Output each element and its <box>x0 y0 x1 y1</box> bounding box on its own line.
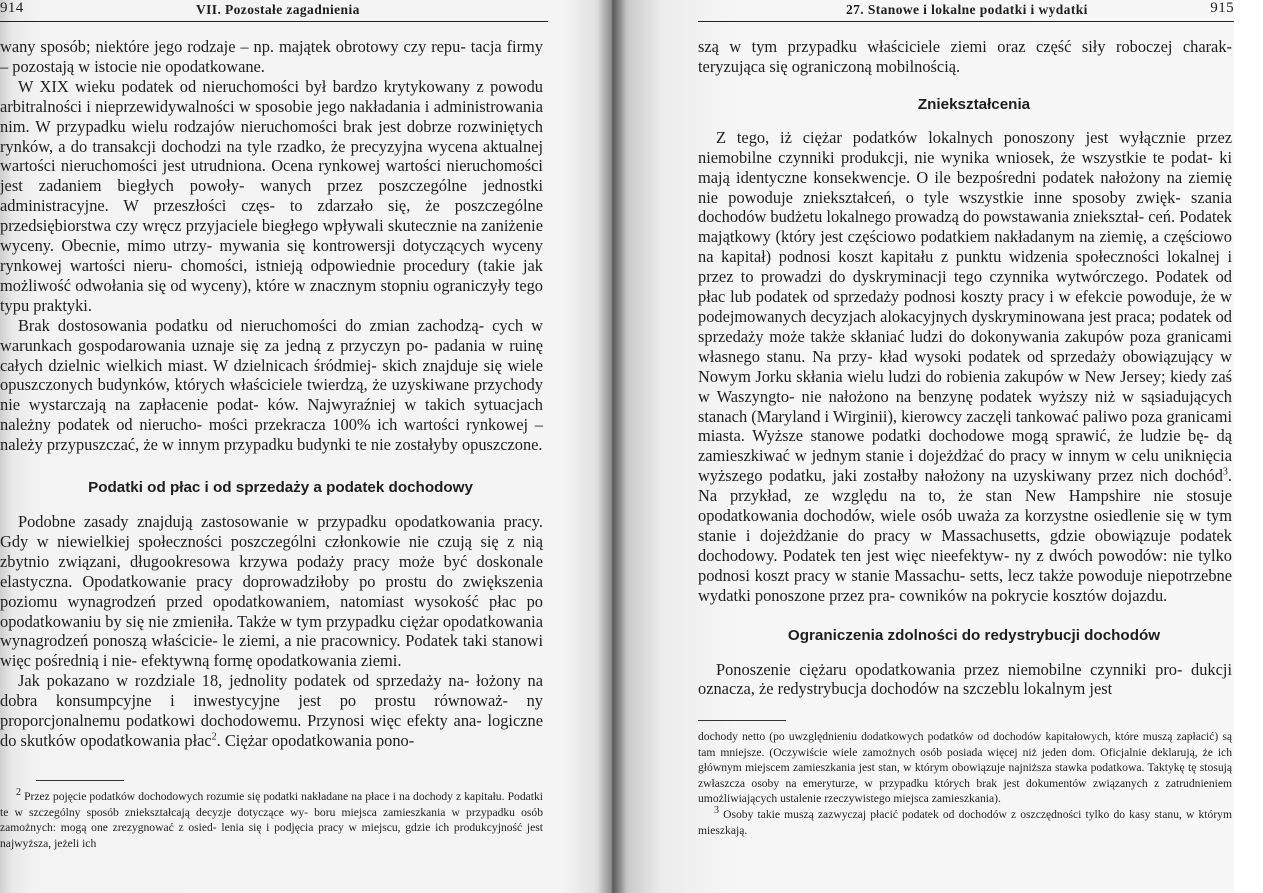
right-page-number: 915 <box>1210 0 1234 16</box>
footnote-ref-3: 3 <box>1222 466 1228 478</box>
left-page <box>0 0 612 893</box>
left-body-text <box>0 37 543 751</box>
right-footnote-rule <box>698 720 786 721</box>
left-running-head <box>0 0 548 22</box>
footnote-ref-2: 2 <box>211 731 217 743</box>
left-paragraph-1: wany sposób; niektóre jego rodzaje – np. majątek obrotowy czy repu- tacja firmy – pozostają w istocie nie opodatkowane. <box>0 37 543 76</box>
footnote-3 <box>698 807 1232 838</box>
right-paragraph-2-text: Z tego, iż ciężar podatków lokalnych ponoszony jest wyłącznie przez niemobilne czynniki produkcji, nie wynika wniosek, że wszystkie te podat- ki mają identyczne konsekwencje. O ile bezpośredni podatek nałożony na ziemię nie powoduje zniekształceń, o tyle wszystkie inne sposoby zwięk- szania dochodów budżetu lokalnego prowadzą do powstawania zniekształ- ceń. Podatek majątkowy (który jest częściowo podatkiem nakładanym na ziemię, a częściowo na kapitał) podnosi koszt kapitału z punktu widzenia społeczności lokalnej i przez to prowadzi do dyskryminacji tego czynnika wytwórczego. Podatek od płac lub podatek od sprzedaży podnosi koszty pracy i w efekcie powoduje, że w podejmowanych decyzjach alokacyjnych dyskryminowana jest praca; podatek od sprzedaży może także skłaniać ludzi do dokonywania zakupów poza granicami własnego stanu. Na przy- kład wysoki podatek od sprzedaży obowiązujący w Nowym Jorku skłania wielu ludzi do robienia zakupów w New Jersey; kiedy zaś w Waszyngto- nie nałożono na benzynę podatek wyższy niż w sąsiadujących stanach (Maryland i Wirginii), kierowcy zaczęli tankować paliwo poza granicami miasta. Wyższe stanowe podatki dochodowe mogą sprawić, że ludzie bę- dą zamieszkiwać w jednym stanie i dojeżdżać do pracy w innym w celu uniknięcia wyższego podatku, jaki zostałby nałożony na uzyskiwany przez nich dochód <box>698 127 1232 486</box>
left-footnote-rule <box>36 780 124 781</box>
footnote-2-text: Przez pojęcie podatków dochodowych rozumie się podatki nakładane na płace i na dochody z kapitału. Podatki te w szczególny sposób zniekształcają decyzje dotyczące wy- boru miejsca zamieszkania w przypadku osób zamożnych: mogą one zrezygnować z osied- lenia się i podjęcia pracy w miejscu, gdzie ich produkcyjność jest najwyższa, jeżeli ich <box>0 790 543 850</box>
footnote-2-continuation: dochody netto (po uwzględnieniu dodatkowych podatków od dochodów kapitałowych, które muszą zapłacić) są tam mniejsze. (Oczywiście wiele zamożnych osób posiada więcej niż jeden dom. Oficjalnie deklarują, że ich głównym miejscem zamieszkania jest stan, w którym obowiązuje najniższa stawka podatkowa. Taktykę tę stosują zwłaszcza osoby na emeryturze, w przypadku których brak jest dokumentów związanych z zatrudnieniem umożliwiających ustalenie rzeczywistego miejsca zamieszkania). <box>698 730 1232 806</box>
book-gutter <box>598 0 626 893</box>
left-paragraph-4: Podobne zasady znajdują zastosowanie w przypadku opodatkowania pracy. Gdy w niewielkiej społeczności poszczególni członkowie nie czują się z nią zbytnio związani, długookresowa krzywa podaży pracy może być doskonale elastyczna. Opodatkowanie pracy doprowadziłoby po prostu do zwiększenia poziomu wynagrodzeń przed opodatkowaniem, natomiast wysokość płac po opodatkowaniu by się nie zmieniła. Także w tym przypadku ciężar opodatkowania wynagrodzeń ponoszą właścicie- le ziemi, a nie pracownicy. Podatek taki stanowi więc pośrednią i nie- efektywną formę opodatkowania ziemi. <box>0 512 543 671</box>
right-footnotes <box>698 729 1232 838</box>
right-paragraph-2 <box>698 128 1232 606</box>
left-section-heading: Podatki od płac i od sprzedaży a podatek dochodowy <box>88 479 473 497</box>
left-footnotes <box>0 789 543 851</box>
left-paragraph-3: Brak dostosowania podatku od nieruchomości do zmian zachodzą- cych w warunkach gospodarowania uznaje się za jedną z przyczyn po- padania w ruinę całych dzielnic wielkich miast. W dzielnicach śródmiej- skich znajduje się wiele opuszczonych budynków, których właściciele twierdzą, że uzyskiwane przychody nie wystarczają na zapłacenie podat- ków. Najwyraźniej w takich sytuacjach należny podatek od nierucho- mości przekracza 100% ich wartości rynkowej – należy przypuszczać, że w innym przypadku budynki te nie zostałyby opuszczone. <box>0 315 543 455</box>
left-paragraph-2: W XIX wieku podatek od nieruchomości był bardzo krytykowany z powodu arbitralności i nieprzewidywalności w sposobie jego nakładania i administrowania nim. W przypadku wielu rodzajów nieruchomości brak jest dobrze rozwiniętych rynków, a do transakcji dochodzi na tyle rzadko, że precyzyjna wycena aktualnej wartości nieruchomości jest utrudniona. Ocena rynkowej wartości nieruchomości jest zadaniem biegłych powoły- wanych przez poszczególne jednostki administracyjne. W przeszłości częs- to zdarzało się, że poszczególne przedsiębiorstwa czy wręcz przyjaciele biegłego wpływali skutecznie na zaniżenie wyceny. Obecnie, mimo utrzy- mywania się kontrowersji dotyczących wyceny rynkowej wartości nieru- chomości, istnieją odpowiednie procedury (takie jak możliwość odwołania się od wyceny), które w znacznym stopniu ograniczyły tego typu praktyki. <box>0 76 543 315</box>
left-paragraph-5-text: Jak pokazano w rozdziale 18, jednolity podatek od sprzedaży na- łożony na dobra konsumpcyjne i inwestycyjne jest po prostu równoważ- ny proporcjonalnemu podatkowi dochodowemu. Przynosi więc efekty ana- logiczne do skutków opodatkowania płac <box>0 671 543 750</box>
right-paragraph-3: Ponoszenie ciężaru opodatkowania przez niemobilne czynniki pro- dukcji oznacza, że redystrybucja dochodów na szczeblu lokalnym jest <box>698 659 1232 699</box>
right-paragraph-2-tail: . Na przykład, ze względu na to, że stan New Hampshire nie stosuje opodatkowania dochodów, wiele osób uważa za korzystne osiedlenie się w tym stanie i dojeżdżanie do pracy w Massachusetts, gdzie obowiązuje podatek dochodowy. Podatek ten jest więc nieefektyw- ny z dwóch powodów: nie tylko podnosi koszt pracy w stanie Massachu- setts, lecz także powoduje niepotrzebne wydatki ponoszone przez pra- cowników na pokrycie kosztów dojazdu. <box>698 466 1232 605</box>
right-running-head-title: 27. Stanowe i lokalne podatki i wydatki <box>846 2 1088 17</box>
right-paragraph-1: szą w tym przypadku właściciele ziemi oraz część siły roboczej charak- teryzująca się ograniczoną mobilnością. <box>698 37 1232 76</box>
left-header-rule <box>0 21 548 22</box>
right-page <box>612 0 1234 893</box>
footnote-3-number: 3 <box>714 805 719 817</box>
footnote-3-text: Osoby takie muszą zazwyczaj płacić podatek od dochodów z oszczędności tylko do kasy stanu, w którym mieszkają. <box>698 807 1232 837</box>
right-body-text <box>698 37 1232 699</box>
left-page-number: 914 <box>0 0 24 16</box>
left-paragraph-5-tail: . Ciężar opodatkowania pono- <box>216 731 415 750</box>
right-section-heading-2: Ograniczenia zdolności do redystrybucji dochodów <box>787 626 1161 644</box>
left-running-head-title: VII. Pozostałe zagadnienia <box>196 2 360 17</box>
right-running-head <box>698 0 1234 22</box>
right-section-heading-1: Zniekształcenia <box>917 95 1031 113</box>
footnote-2 <box>0 789 543 851</box>
right-header-rule <box>698 21 1234 22</box>
footnote-2-number: 2 <box>16 787 21 799</box>
left-paragraph-5 <box>0 671 543 751</box>
